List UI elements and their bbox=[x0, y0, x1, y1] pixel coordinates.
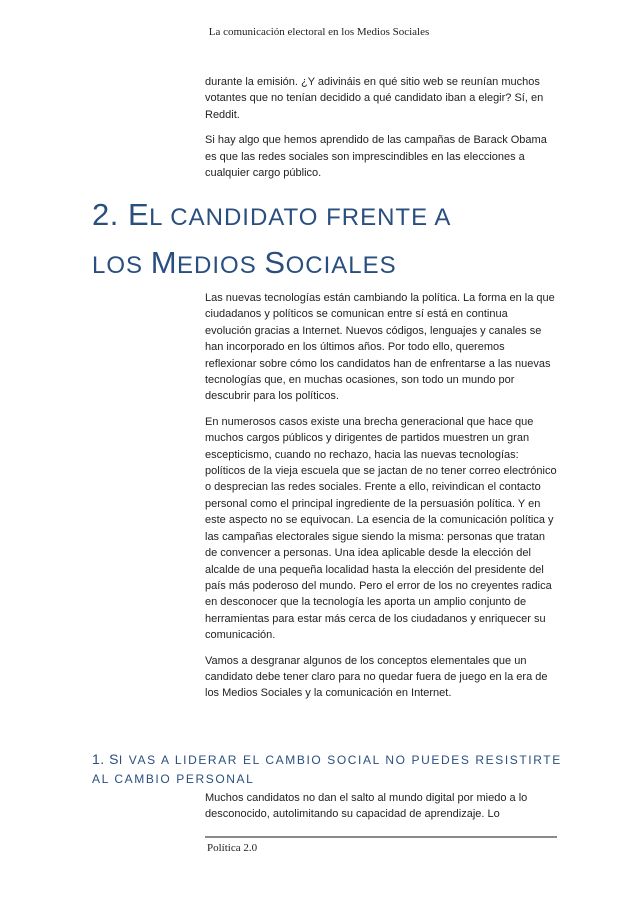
page-footer: Política 2.0 bbox=[207, 842, 258, 854]
heading-cap-m: M bbox=[150, 245, 178, 280]
heading-part: LOS bbox=[92, 252, 151, 279]
subsection-title: I VAS A LIDERAR EL CAMBIO SOCIAL NO PUEDES RESISTIRTE AL CAMBIO PERSONAL bbox=[92, 753, 562, 786]
intro-text bbox=[205, 74, 557, 190]
subsection-1-paragraph-1: Muchos candidatos no dan el salto al mundo digital por miedo a lo desconocido, autolimitando su capacidad de aprendizaje. Lo bbox=[205, 792, 528, 821]
section-2-heading bbox=[92, 192, 562, 288]
section-number: 2. bbox=[92, 197, 119, 232]
heading-part: EDIOS bbox=[177, 252, 265, 279]
subsection-1-heading bbox=[92, 750, 562, 789]
heading-cap-s: S bbox=[264, 245, 286, 280]
heading-cap-e: E bbox=[127, 197, 150, 232]
heading-part: L CANDIDATO FRENTE A bbox=[149, 204, 452, 231]
subsection-1-text bbox=[205, 790, 557, 832]
footer-divider bbox=[205, 836, 557, 838]
intro-paragraph-2: Si hay algo que hemos aprendido de las campañas de Barack Obama es que las redes sociales son imprescindibles en las elecciones a cualquier cargo público. bbox=[205, 134, 547, 180]
section-2-paragraph-2: En numerosos casos existe una brecha generacional que hace que muchos cargos públicos y dirigentes de partidos muestren un gran escepticismo, cuando no rechazo, hacia las nuevas tecnologías: políticos de la vieja escuela que se jactan de no tener correo electrónico o desprecian las redes sociales. Frente a ello, reivindican el contacto personal como el principal ingrediente de la persuasión política. Y en este aspecto no se equivocan. La esencia de la comunicación política y las campañas electorales sigue siendo la misma: personas que tratan de convencer a personas. Una idea aplicable desde la elección del alcalde de una pequeña localidad hasta la elección del presidente del país más poderoso del mundo. Pero el error de los no creyentes radica en desconocer que la tecnología les aporta un amplio conjunto de herramientas para estar más cerca de los ciudadanos y enriquecer su comunicación. bbox=[205, 415, 557, 642]
intro-paragraph-1: durante la emisión. ¿Y adivináis en qué sitio web se reunían muchos votantes que no tenían decidido a qué candidato iban a elegir? Sí, en Reddit. bbox=[205, 76, 544, 121]
section-2-text bbox=[205, 290, 557, 711]
heading-part: OCIALES bbox=[285, 252, 397, 279]
subsection-cap-s: S bbox=[109, 751, 119, 767]
section-2-paragraph-3: Vamos a desgranar algunos de los conceptos elementales que un candidato debe tener claro para no quedar fuera de juego en la era de los Medios Sociales y la comunicación en Internet. bbox=[205, 654, 548, 700]
subsection-number: 1. bbox=[92, 751, 110, 767]
section-2-paragraph-1: Las nuevas tecnologías están cambiando la política. La forma en la que ciudadanos y políticos se comunican entre sí está en continua evolución gracias a Internet. Nuevos códigos, lenguajes y canales se han incorporado en los últimos años. Por todo ello, queremos reflexionar sobre cómo los candidatos han de enfrentarse a las nuevas tecnologías que, en muchas ocasiones, son todo un mundo por descubrir para los políticos. bbox=[205, 292, 555, 403]
running-header: La comunicación electoral en los Medios Sociales bbox=[208, 26, 430, 38]
